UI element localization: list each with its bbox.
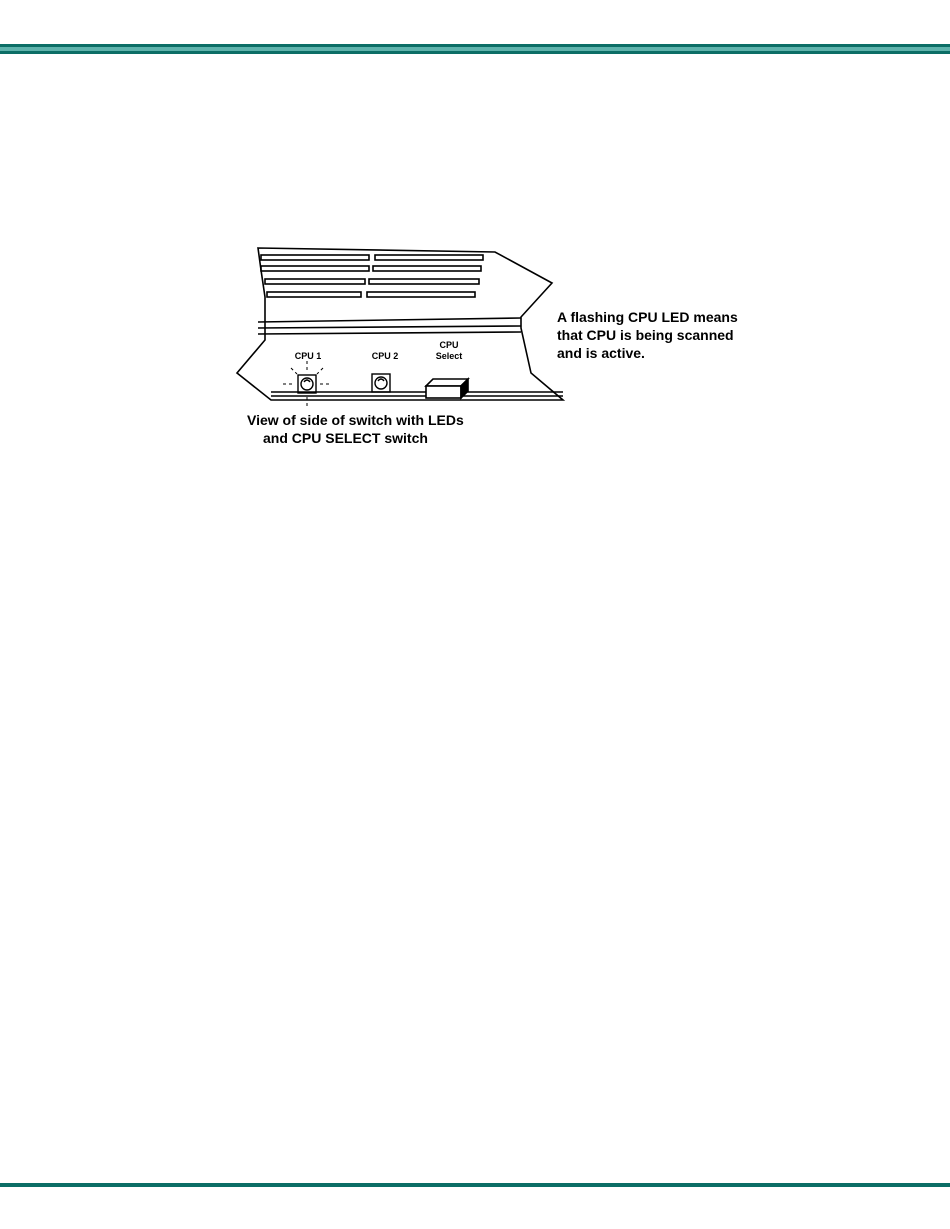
cpu-select-label-line2: Select (435, 351, 463, 361)
cpu1-label: CPU 1 (294, 351, 322, 361)
cpu2-label: CPU 2 (371, 351, 399, 361)
switch-side-view-illustration (225, 240, 605, 415)
vent-slot (261, 266, 369, 271)
callout-line: that CPU is being scanned (557, 327, 734, 343)
cpu-select-switch (426, 379, 468, 398)
vent-slot (373, 266, 481, 271)
vent-slot (367, 292, 475, 297)
caption-line: View of side of switch with LEDs (247, 412, 464, 428)
caption-line: and CPU SELECT switch (263, 430, 428, 446)
vent-slot (261, 255, 369, 260)
header-rule-bottom (0, 51, 950, 54)
vent-slot (369, 279, 479, 284)
figure-caption (247, 411, 547, 447)
case-ledge (258, 332, 521, 334)
cpu1-led (298, 375, 316, 393)
cpu-select-label-line1: CPU (439, 340, 459, 350)
vent-slot (265, 279, 365, 284)
vent-slot (375, 255, 483, 260)
callout-line: and is active. (557, 345, 645, 361)
case-ledge (258, 326, 521, 328)
cpu2-led (372, 374, 390, 392)
vent-slot (267, 292, 361, 297)
callout-line: A flashing CPU LED means (557, 309, 738, 325)
cpu1-flash-rays (283, 361, 332, 408)
footer-rule (0, 1183, 950, 1187)
flashing-led-callout (557, 308, 817, 362)
case-ledge (258, 318, 521, 322)
header-rule (0, 44, 950, 56)
